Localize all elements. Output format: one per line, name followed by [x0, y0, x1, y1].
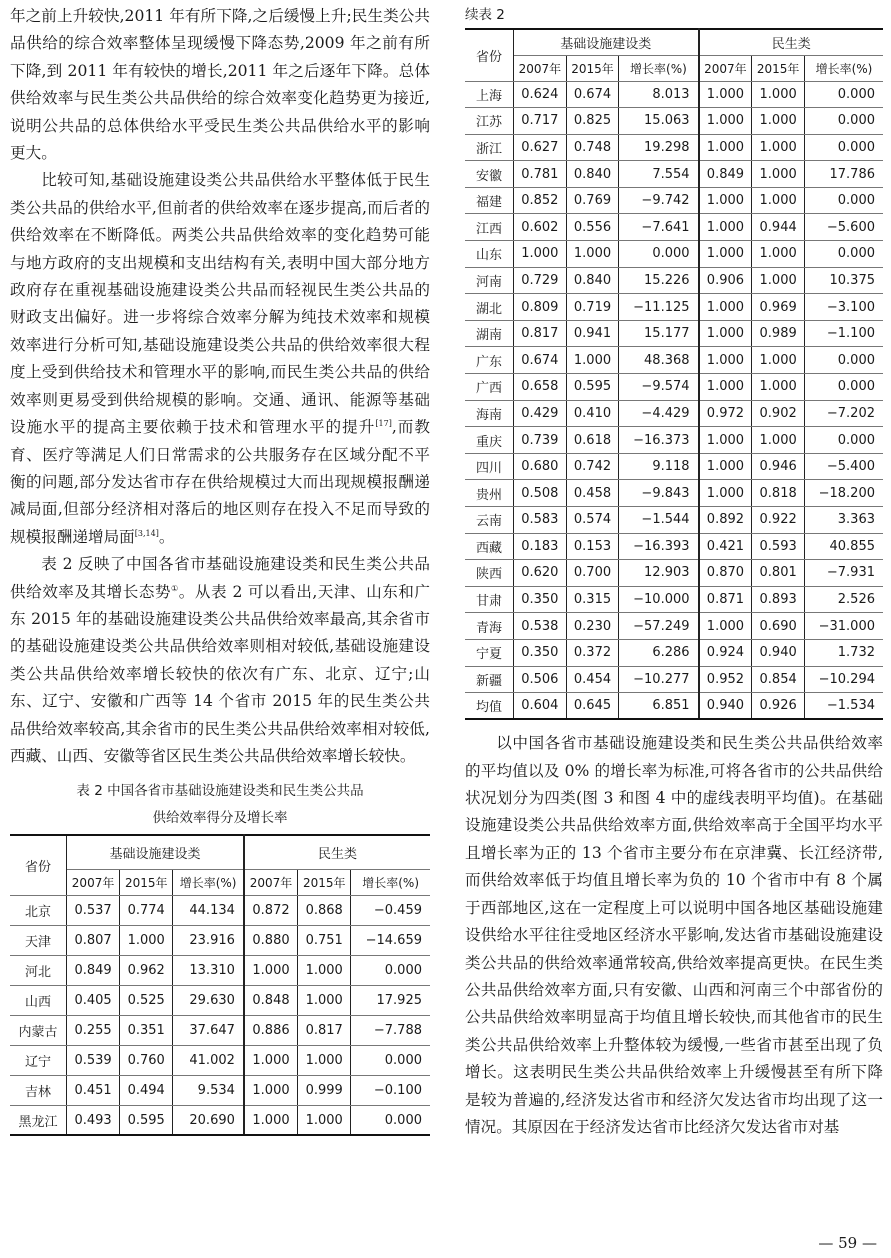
cell-province: 天津 — [10, 925, 67, 955]
table-cell: 20.690 — [173, 1105, 244, 1135]
table-cell: 0.494 — [120, 1075, 173, 1105]
table-cell: 1.000 — [244, 1075, 298, 1105]
col-header-province: 省份 — [10, 835, 67, 895]
table-cell: 1.000 — [752, 347, 805, 374]
cell-province: 广西 — [465, 374, 514, 401]
table-cell: 0.645 — [566, 693, 619, 720]
table-cell: −14.659 — [351, 925, 430, 955]
table-cell: 1.000 — [699, 427, 752, 454]
table-cell: 0.944 — [752, 214, 805, 241]
cell-province: 浙江 — [465, 134, 514, 161]
table-cell: 0.926 — [752, 693, 805, 720]
table-cell: 0.748 — [566, 134, 619, 161]
cell-province: 均值 — [465, 693, 514, 720]
table-row — [465, 81, 883, 108]
table-cell: 1.000 — [298, 985, 351, 1015]
table-cell: 1.000 — [699, 347, 752, 374]
cell-province: 重庆 — [465, 427, 514, 454]
cell-province: 河南 — [465, 267, 514, 294]
cell-province: 湖北 — [465, 294, 514, 321]
table-row — [465, 427, 883, 454]
table-cell: 0.604 — [514, 693, 567, 720]
table-cell: 0.429 — [514, 400, 567, 427]
col-header: 2007年 — [67, 869, 120, 895]
cell-province: 上海 — [465, 81, 514, 108]
table-cell: 9.534 — [173, 1075, 244, 1105]
table-cell: 1.732 — [804, 639, 883, 666]
page-number: — 59 — — [818, 1234, 877, 1252]
table-cell: 0.817 — [514, 320, 567, 347]
table-cell: 0.871 — [699, 586, 752, 613]
table-cell: 12.903 — [619, 560, 699, 587]
table-cell: −7.641 — [619, 214, 699, 241]
table-cell: 44.134 — [173, 895, 244, 925]
table-row — [10, 895, 430, 925]
table-cell: 0.751 — [298, 925, 351, 955]
cell-province: 青海 — [465, 613, 514, 640]
table-cell: 9.118 — [619, 453, 699, 480]
table-cell: 0.719 — [566, 294, 619, 321]
table-caption-line: 供给效率得分及增长率 — [152, 810, 288, 827]
cell-province: 黑龙江 — [10, 1105, 67, 1135]
table-cell: 0.854 — [752, 666, 805, 693]
table-row — [10, 1075, 430, 1105]
table-cell: 0.493 — [67, 1105, 120, 1135]
table-cell: 0.624 — [514, 81, 567, 108]
table-cell: 1.000 — [120, 925, 173, 955]
table-row — [10, 985, 430, 1015]
cell-province: 内蒙古 — [10, 1015, 67, 1045]
table-cell: 0.595 — [120, 1105, 173, 1135]
table-cell: 1.000 — [244, 1045, 298, 1075]
table-cell: 0.717 — [514, 108, 567, 135]
left-column — [10, 0, 430, 1136]
table-cell: 1.000 — [699, 214, 752, 241]
col-header: 增长率(%) — [173, 869, 244, 895]
col-header: 增长率(%) — [351, 869, 430, 895]
table-cell: 0.508 — [514, 480, 567, 507]
table-cell: 17.925 — [351, 985, 430, 1015]
table-cell: 0.350 — [514, 639, 567, 666]
paragraph-2-text: 比较可知,基础设施建设类公共品供给水平整体低于民生类公共品的供给水平,但前者的供给效率在逐步提高,而后者的供给效率在不断降低。两类公共品供给效率的变化趋势可能与地方政府的支出规模和支出结构有关,表明中国大部分地方政府存在重视基础设施建设类公共品而轻视民生类公共品的财政支出偏好。进一步将综合效率分解为纯技术效率和规模效率进行分析可知,基础设施建设类公共品的供给效率很大程度上受到供给技术和管理水平的影响,而民生类公共品的供给效率则更易受到供给规模的影响。交通、通讯、能源等基础设施水平的提高主要依赖于技术和管理水平的提升 — [10, 171, 430, 437]
table-row — [10, 925, 430, 955]
table-cell: 0.230 — [566, 613, 619, 640]
table-cell: 15.063 — [619, 108, 699, 135]
col-header: 2007年 — [244, 869, 298, 895]
table-cell: 1.000 — [752, 374, 805, 401]
table-cell: 0.946 — [752, 453, 805, 480]
table-cell: 0.690 — [752, 613, 805, 640]
col-header: 2015年 — [566, 55, 619, 81]
group-header-infrastructure: 基础设施建设类 — [67, 835, 244, 869]
table-cell: 0.183 — [514, 533, 567, 560]
table-cell: 0.760 — [120, 1045, 173, 1075]
table-cell: −7.931 — [804, 560, 883, 587]
table-cell: 0.000 — [804, 134, 883, 161]
table-cell: −3.100 — [804, 294, 883, 321]
table-cell: 0.593 — [752, 533, 805, 560]
cell-province: 北京 — [10, 895, 67, 925]
table-cell: 0.940 — [752, 639, 805, 666]
table-cell: 0.000 — [804, 187, 883, 214]
cell-province: 陕西 — [465, 560, 514, 587]
table-cell: −10.000 — [619, 586, 699, 613]
paragraph-3-text: 表 2 反映了中国各省市基础设施建设类和民生类公共品供给效率及其增长态势 — [10, 555, 430, 601]
col-header: 2015年 — [298, 869, 351, 895]
cell-province: 西藏 — [465, 533, 514, 560]
table-cell: 40.855 — [804, 533, 883, 560]
table-cell: 17.786 — [804, 161, 883, 188]
paragraph-4: 以中国各省市基础设施建设类和民生类公共品供给效率的平均值以及 0% 的增长率为标准,可将各省市的公共品供给状况划分为四类(图 3 和图 4 中的虚线表明平均值)。在基础设施建设类公共品供给效率方面,供给效率高于全国平均水平且增长率为正的 13 个省市主要分布在京津冀、长江经济带,而供给效率低于均值且增长率为负的 10 个省市中有 8 个属于西部地区,这在一定程度上可以说明中国各地区基础设施建设供给水平往往受地区经济水平影响,发达省市基础设施建设类公共品的供给效率通常较高,供给效率提高更快。在民生类公共品供给效率方面,只有安徽、山西和河南三个中部省份的公共品供给效率明显高于均值且增长较快,而其他省市的民生类公共品供给效率上升整体较为缓慢,一些省市甚至出现了负增长。这表明民生类公共品供给效率上升缓慢甚至有所下降是较为普遍的,经济发达省市和经济欠发达省市均出现了这一情况。其原因在于经济发达省市比经济欠发达省市对基 — [465, 734, 883, 1136]
paragraph-3-tail: 。从表 2 可以看出,天津、山东和广东 2015 年的基础设施建设类公共品供给效率最高,其余省市的基础设施建设类公共品供给效率则相对较低,基础设施建设类公共品供给效率增长较快的依次有广东、北京、辽宁;山东、辽宁、安徽和广西等 14 个省市 2015 年的民生类公共品供给效率较高,其余省市的民生类公共品供给效率相对较低,西藏、山西、安徽等省区民生类公共品供给效率增长较快。 — [10, 582, 430, 765]
table-cell: 0.941 — [566, 320, 619, 347]
table-cell: 0.922 — [752, 507, 805, 534]
table-cell: 0.410 — [566, 400, 619, 427]
cell-province: 四川 — [465, 453, 514, 480]
table-cell: 0.872 — [244, 895, 298, 925]
table-cell: 0.840 — [566, 161, 619, 188]
table-cell: 0.618 — [566, 427, 619, 454]
table-cell: 1.000 — [752, 187, 805, 214]
table-cell: 1.000 — [699, 187, 752, 214]
citation-ref: [3,14] — [134, 528, 159, 538]
table-cell: 29.630 — [173, 985, 244, 1015]
table-row — [465, 453, 883, 480]
table-cell: 1.000 — [244, 955, 298, 985]
table-cell: 1.000 — [514, 241, 567, 268]
table-cell: −16.373 — [619, 427, 699, 454]
table-cell: −7.202 — [804, 400, 883, 427]
table-row — [465, 294, 883, 321]
table-cell: 0.769 — [566, 187, 619, 214]
table-cell: 0.825 — [566, 108, 619, 135]
table-cell: 1.000 — [752, 81, 805, 108]
table-2-cont-caption: 续表 2 — [465, 7, 505, 23]
table-cell: 23.916 — [173, 925, 244, 955]
table-cell: 6.286 — [619, 639, 699, 666]
table-cell: −5.400 — [804, 453, 883, 480]
table-cell: 1.000 — [699, 134, 752, 161]
table-cell: −1.100 — [804, 320, 883, 347]
table-cell: 0.962 — [120, 955, 173, 985]
group-header-infrastructure: 基础设施建设类 — [514, 29, 699, 55]
table-cell: 0.902 — [752, 400, 805, 427]
table-cell: 1.000 — [699, 613, 752, 640]
table-cell: 15.177 — [619, 320, 699, 347]
cell-province: 福建 — [465, 187, 514, 214]
table-cell: 13.310 — [173, 955, 244, 985]
table-cell: 1.000 — [298, 1045, 351, 1075]
table-cell: 1.000 — [566, 241, 619, 268]
table-cell: −11.125 — [619, 294, 699, 321]
table-cell: 0.539 — [67, 1045, 120, 1075]
table-cell: 0.868 — [298, 895, 351, 925]
table-cell: 0.451 — [67, 1075, 120, 1105]
table-cell: 0.602 — [514, 214, 567, 241]
cell-province: 广东 — [465, 347, 514, 374]
table-row — [465, 639, 883, 666]
table-cell: 0.940 — [699, 693, 752, 720]
table-cell: 0.774 — [120, 895, 173, 925]
paragraph-1: 年之前上升较快,2011 年有所下降,之后缓慢上升;民生类公共品供给的综合效率整体呈现缓慢下降态势,2009 年之前有所下降,到 2011 年有较快的增长,2011 年之后逐年下降。总体供给效率与民生类公共品供给的综合效率变化趋势更为接近,说明公共品的总体供给水平受民生类公共品供给水平的影响更大。 — [10, 7, 430, 163]
table-cell: 0.574 — [566, 507, 619, 534]
table-cell: 3.363 — [804, 507, 883, 534]
table-cell: 0.620 — [514, 560, 567, 587]
table-cell: 0.972 — [699, 400, 752, 427]
table-row — [465, 507, 883, 534]
table-row — [465, 560, 883, 587]
table-cell: −9.574 — [619, 374, 699, 401]
table-cell: 0.801 — [752, 560, 805, 587]
table-cell: −18.200 — [804, 480, 883, 507]
table-cell: 1.000 — [752, 427, 805, 454]
table-cell: 15.226 — [619, 267, 699, 294]
right-column — [465, 0, 883, 1141]
table-cell: 0.852 — [514, 187, 567, 214]
table-cell: 0.458 — [566, 480, 619, 507]
table-cell: −9.843 — [619, 480, 699, 507]
table-cell: 1.000 — [699, 374, 752, 401]
table-cell: 0.627 — [514, 134, 567, 161]
table-cell: −57.249 — [619, 613, 699, 640]
table-2-caption — [10, 778, 430, 832]
table-cell: 0.739 — [514, 427, 567, 454]
table-cell: 0.556 — [566, 214, 619, 241]
table-cell: −16.393 — [619, 533, 699, 560]
cell-province: 海南 — [465, 400, 514, 427]
table-row — [465, 187, 883, 214]
table-cell: 0.781 — [514, 161, 567, 188]
table-row — [465, 374, 883, 401]
table-cell: 0.000 — [804, 108, 883, 135]
table-cell: 0.674 — [566, 81, 619, 108]
table-cell: 1.000 — [699, 81, 752, 108]
table-cell: 1.000 — [699, 241, 752, 268]
footnote-ref: ① — [171, 583, 179, 593]
table-cell: 1.000 — [752, 134, 805, 161]
table-cell: 0.537 — [67, 895, 120, 925]
group-header-livelihood: 民生类 — [699, 29, 883, 55]
table-cell: 19.298 — [619, 134, 699, 161]
cell-province: 江西 — [465, 214, 514, 241]
table-cell: 0.893 — [752, 586, 805, 613]
table-cell: −0.100 — [351, 1075, 430, 1105]
table-cell: 1.000 — [699, 480, 752, 507]
cell-province: 湖南 — [465, 320, 514, 347]
col-header: 2007年 — [514, 55, 567, 81]
col-header: 增长率(%) — [804, 55, 883, 81]
table-cell: 0.454 — [566, 666, 619, 693]
cell-province: 河北 — [10, 955, 67, 985]
table-row — [465, 241, 883, 268]
table-cell: 0.255 — [67, 1015, 120, 1045]
table-cell: 0.372 — [566, 639, 619, 666]
cell-province: 吉林 — [10, 1075, 67, 1105]
paragraph-2 — [10, 167, 430, 551]
table-cell: 0.583 — [514, 507, 567, 534]
table-cell: 1.000 — [298, 955, 351, 985]
cell-province: 云南 — [465, 507, 514, 534]
table-cell: 0.000 — [804, 241, 883, 268]
table-cell: 0.886 — [244, 1015, 298, 1045]
table-2-continued — [465, 28, 883, 720]
table-cell: 0.000 — [804, 81, 883, 108]
paragraph-2-tail: ,而教育、医疗等满足人们日常需求的公共服务存在区域分配不平衡的问题,部分发达省市存在供给规模过大而出现规模报酬递减局面,但部分经济相对落后的地区则存在投入不足而导致的规模报酬递增局面 — [10, 418, 430, 546]
table-row — [465, 320, 883, 347]
table-row — [465, 613, 883, 640]
table-cell: 0.849 — [67, 955, 120, 985]
table-cell: 0.000 — [804, 374, 883, 401]
table-row — [465, 480, 883, 507]
table-cell: 0.870 — [699, 560, 752, 587]
table-row — [465, 267, 883, 294]
table-cell: 7.554 — [619, 161, 699, 188]
table-cell: −31.000 — [804, 613, 883, 640]
cell-province: 贵州 — [465, 480, 514, 507]
table-cell: 1.000 — [752, 267, 805, 294]
table-cell: 0.000 — [351, 1045, 430, 1075]
table-cell: 1.000 — [699, 320, 752, 347]
col-header: 增长率(%) — [619, 55, 699, 81]
table-cell: 6.851 — [619, 693, 699, 720]
table-cell: 0.729 — [514, 267, 567, 294]
table-cell: −4.429 — [619, 400, 699, 427]
table-cell: 0.674 — [514, 347, 567, 374]
table-cell: −1.534 — [804, 693, 883, 720]
table-cell: 0.906 — [699, 267, 752, 294]
cell-province: 辽宁 — [10, 1045, 67, 1075]
table-cell: 0.315 — [566, 586, 619, 613]
table-row — [465, 693, 883, 720]
table-cell: −10.294 — [804, 666, 883, 693]
table-cell: 0.658 — [514, 374, 567, 401]
table-cell: 0.924 — [699, 639, 752, 666]
col-header: 2015年 — [120, 869, 173, 895]
table-cell: 0.952 — [699, 666, 752, 693]
col-header-province: 省份 — [465, 29, 514, 81]
table-cell: −1.544 — [619, 507, 699, 534]
table-row — [465, 666, 883, 693]
citation-ref: [17] — [375, 419, 392, 429]
paragraph-3 — [10, 551, 430, 770]
table-row — [10, 1015, 430, 1045]
table-cell: 0.405 — [67, 985, 120, 1015]
table-cell: 0.000 — [619, 241, 699, 268]
table-cell: 0.880 — [244, 925, 298, 955]
table-cell: 0.848 — [244, 985, 298, 1015]
table-row — [10, 1105, 430, 1135]
period: 。 — [158, 527, 175, 546]
table-cell: 0.506 — [514, 666, 567, 693]
table-row — [465, 108, 883, 135]
table-cell: 2.526 — [804, 586, 883, 613]
table-cell: 1.000 — [566, 347, 619, 374]
table-row — [465, 586, 883, 613]
col-header: 2007年 — [699, 55, 752, 81]
table-cell: −10.277 — [619, 666, 699, 693]
table-cell: 0.989 — [752, 320, 805, 347]
table-cell: −9.742 — [619, 187, 699, 214]
table-cell: 0.840 — [566, 267, 619, 294]
table-caption-line: 表 2 中国各省市基础设施建设类和民生类公共品 — [76, 783, 364, 800]
table-cell: 1.000 — [244, 1105, 298, 1135]
table-cell: 0.809 — [514, 294, 567, 321]
table-cell: −0.459 — [351, 895, 430, 925]
table-row — [465, 214, 883, 241]
table-cell: 0.742 — [566, 453, 619, 480]
table-row — [465, 400, 883, 427]
table-row — [10, 1045, 430, 1075]
table-cell: 0.595 — [566, 374, 619, 401]
group-header-livelihood: 民生类 — [244, 835, 430, 869]
table-cell: −5.600 — [804, 214, 883, 241]
table-cell: 0.421 — [699, 533, 752, 560]
table-cell: 0.680 — [514, 453, 567, 480]
cell-province: 山西 — [10, 985, 67, 1015]
table-cell: 0.000 — [351, 1105, 430, 1135]
cell-province: 江苏 — [465, 108, 514, 135]
cell-province: 山东 — [465, 241, 514, 268]
table-cell: 1.000 — [298, 1105, 351, 1135]
table-2 — [10, 834, 430, 1136]
table-cell: 0.817 — [298, 1015, 351, 1045]
table-cell: 0.153 — [566, 533, 619, 560]
table-cell: 0.000 — [351, 955, 430, 985]
table-cell: 0.000 — [804, 427, 883, 454]
cell-province: 安徽 — [465, 161, 514, 188]
table-row — [465, 533, 883, 560]
table-cell: 8.013 — [619, 81, 699, 108]
table-cell: 0.999 — [298, 1075, 351, 1105]
table-cell: 1.000 — [699, 294, 752, 321]
table-cell: 0.700 — [566, 560, 619, 587]
table-row — [465, 134, 883, 161]
cell-province: 新疆 — [465, 666, 514, 693]
table-row — [465, 347, 883, 374]
table-cell: 48.368 — [619, 347, 699, 374]
table-cell: 0.969 — [752, 294, 805, 321]
table-cell: 1.000 — [752, 241, 805, 268]
col-header: 2015年 — [752, 55, 805, 81]
table-cell: 0.538 — [514, 613, 567, 640]
table-cell: 41.002 — [173, 1045, 244, 1075]
table-cell: 0.525 — [120, 985, 173, 1015]
table-cell: 37.647 — [173, 1015, 244, 1045]
table-cell: 0.892 — [699, 507, 752, 534]
table-row — [465, 161, 883, 188]
table-cell: 0.000 — [804, 347, 883, 374]
table-cell: 10.375 — [804, 267, 883, 294]
cell-province: 甘肃 — [465, 586, 514, 613]
table-cell: 0.350 — [514, 586, 567, 613]
table-cell: 1.000 — [699, 453, 752, 480]
table-row — [10, 955, 430, 985]
table-cell: 1.000 — [699, 108, 752, 135]
table-cell: 1.000 — [752, 108, 805, 135]
table-cell: 0.807 — [67, 925, 120, 955]
table-cell: 0.351 — [120, 1015, 173, 1045]
table-cell: 1.000 — [752, 161, 805, 188]
table-cell: 0.849 — [699, 161, 752, 188]
cell-province: 宁夏 — [465, 639, 514, 666]
table-cell: −7.788 — [351, 1015, 430, 1045]
table-cell: 0.818 — [752, 480, 805, 507]
